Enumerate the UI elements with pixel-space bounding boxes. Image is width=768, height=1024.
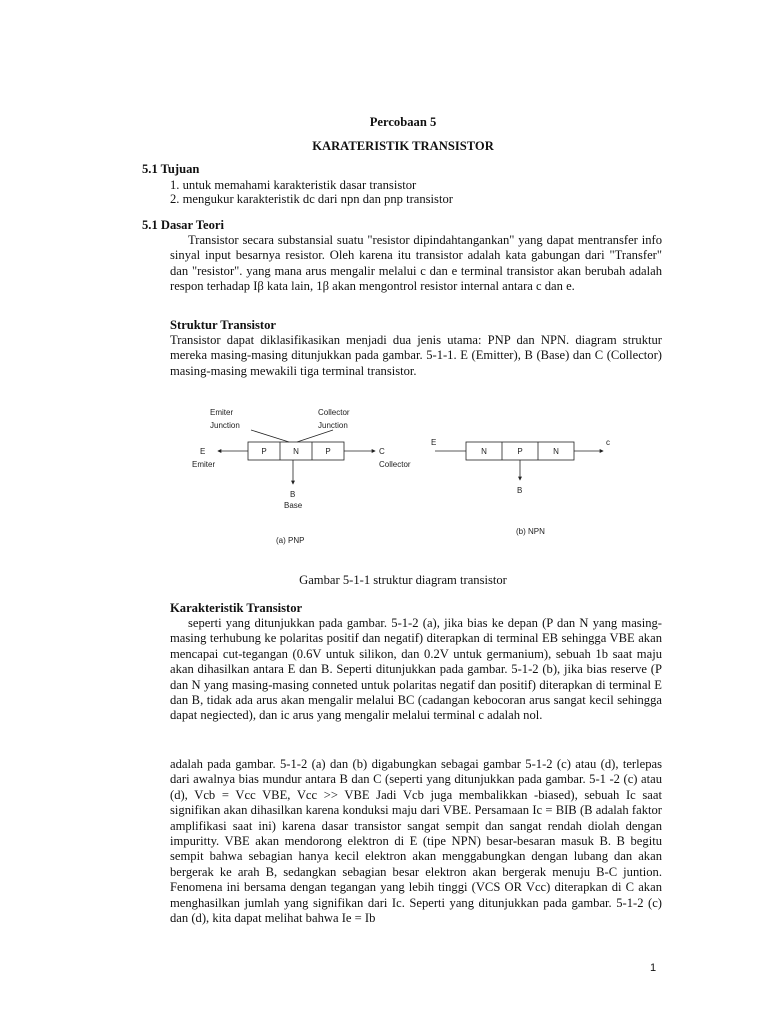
struktur-heading: Struktur Transistor: [170, 318, 277, 332]
karakteristik-paragraph-1: seperti yang ditunjukkan pada gambar. 5-1-2 (a), jika bias ke depan (P dan N yang masing-masing terhubung ke polaritas positif dan negatif) diterapkan di terminal EB sehingga VBE akan mencapai cut-tegangan (0.6V untuk silikon, dan 0.2V untuk germanium), sebuah 1b saat maju akan dihasilkan antara E dan B. Seperti ditunjukkan pada gambar. 5-1-2 (b), jika bias reserve (P dan N yang masing-masing conneted untuk polaritas negatif dan positif) diterapkan di terminal E dan B, tidak ada arus akan mengalir melalui BC (cadangan kebocoran arus sangat kecil sehingga dapat negiected), dan ic arus yang mengalir melalui terminal c adalah nol.: [170, 616, 662, 723]
npn-cell-n: N: [481, 447, 487, 456]
pnp-collector-label: Collector: [379, 460, 411, 469]
emiter-junction-label: Junction: [210, 421, 240, 430]
dasar-teori-paragraph: Transistor secara substansial suatu "resistor dipindahtangankan" yang dapat mentransfer info sinyal input besarnya resistor. Oleh karena itu transistor adalah kata gabungan dari "Transfer" dan "resistor". yang mana arus mengalir melalui c dan e terminal transistor akan berubah adalah respon terhadap Iβ kata lain, 1β akan mengontrol resistor internal antara c dan e.: [170, 233, 662, 294]
pnp-emiter-label: Emiter: [192, 460, 216, 469]
npn-e-label: E: [431, 438, 437, 447]
page-number: 1: [650, 962, 657, 974]
collector-junction-pointer: [297, 430, 333, 442]
figure-caption: Gambar 5-1-1 struktur diagram transistor: [299, 573, 507, 587]
transistor-structure-diagram: [185, 400, 625, 555]
karakteristik-heading: Karakteristik Transistor: [170, 601, 303, 615]
npn-cell-n: N: [553, 447, 559, 456]
list-item: 2. mengukur karakteristik dc dari npn dan pnp transistor: [170, 192, 453, 206]
emiter-junction-label: Emiter: [210, 408, 234, 417]
npn-diagram: [431, 438, 610, 536]
struktur-paragraph: Transistor dapat diklasifikasikan menjadi dua jenis utama: PNP dan NPN. diagram struktur mereka masing-masing ditunjukkan pada gambar. 5-1-1. E (Emitter), B (Base) dan C (Collector) masing-masing mewakili tiga terminal transistor.: [170, 333, 662, 378]
pnp-base-label: Base: [284, 501, 303, 510]
collector-junction-label: Collector: [318, 408, 350, 417]
pnp-caption: (a) PNP: [276, 536, 305, 545]
page-subtitle: KARATERISTIK TRANSISTOR: [312, 139, 494, 153]
section-dasar-teori-heading: 5.1 Dasar Teori: [142, 218, 224, 232]
pnp-diagram: [192, 408, 411, 545]
karakteristik-paragraph-2: adalah pada gambar. 5-1-2 (a) dan (b) digabungkan sebagai gambar 5-1-2 (c) atau (d), terlepas dari awalnya bias mundur antara B dan C (seperti yang ditunjukkan pada gambar. 5-1 -2 (c) atau (d), Vcb = Vcc VBE, Vcc >> VBE Jadi Vcb juga membalikkan -biased), sebuah Ic saat signifikan akan dihasilkan karena konduksi maju dari VBE. Persamaan Ic = BIB (B adalah faktor amplifikasi saat ini) karena dasar transistor sangat sempit dan sangat rendah diolah dengan impuritty. VBE akan mendorong elektron di E (tipe NPN) besar-besaran masuk B. B begitu sempit bahwa sebagian hanya kecil elektron akan menggabungkan dengan lubang dan akan bergerak ke arah B, sedangkan sebagian besar elektron akan bergerak menuju B-C juntion. Fenomena ini bersama dengan tegangan yang lebih tinggi (VCS OR Vcc) diterapkan di C akan menghasilkan jumlah yang signifikan dari Ic. Seperti yang ditunjukkan pada gambar. 5-1-2 (c) dan (d), kita dapat melihat bahwa Ie = Ib: [170, 757, 662, 926]
pnp-c-label: C: [379, 447, 385, 456]
emiter-junction-pointer: [251, 430, 289, 442]
npn-cell-p: P: [517, 447, 523, 456]
pnp-e-label: E: [200, 447, 206, 456]
pnp-cell-p: P: [261, 447, 267, 456]
pnp-cell-n: N: [293, 447, 299, 456]
pnp-cell-p: P: [325, 447, 331, 456]
pnp-b-label: B: [290, 490, 296, 499]
collector-junction-label: Junction: [318, 421, 348, 430]
section-tujuan-heading: 5.1 Tujuan: [142, 162, 200, 176]
npn-c-label: c: [606, 438, 610, 447]
npn-caption: (b) NPN: [516, 527, 545, 536]
npn-b-label: B: [517, 486, 523, 495]
page-title: Percobaan 5: [369, 115, 437, 129]
list-item: 1. untuk memahami karakteristik dasar transistor: [170, 178, 417, 192]
